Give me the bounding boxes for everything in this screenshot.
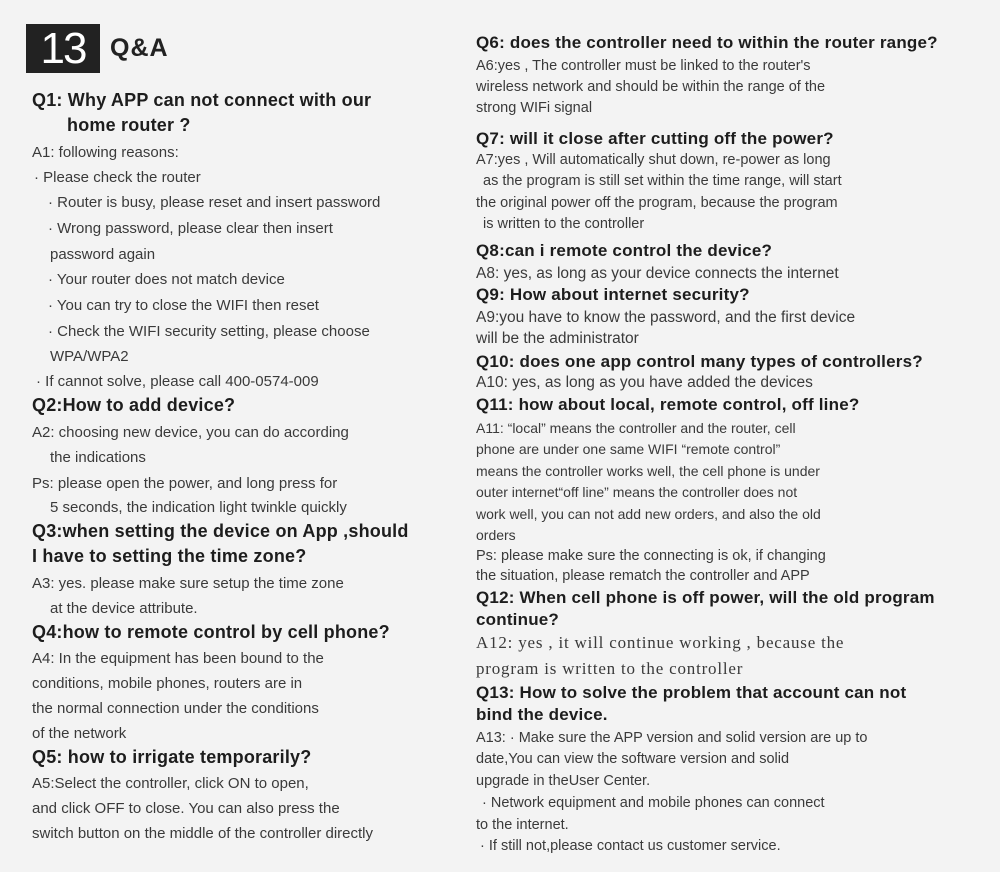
answer-line: upgrade in theUser Center.	[476, 773, 651, 790]
answer-line: · Please check the router	[34, 168, 201, 186]
question-line: Q11: how about local, remote control, off line?	[476, 394, 860, 414]
answer-line: A4: In the equipment has been bound to the	[32, 649, 324, 667]
question-line: bind the device.	[476, 704, 608, 724]
answer-line: · Wrong password, please clear then insert	[48, 219, 333, 237]
answer-line: · You can try to close the WIFI then reset	[48, 296, 319, 314]
question-line: Q5: how to irrigate temporarily?	[32, 746, 312, 767]
answer-line: wireless network and should be within the range of the	[476, 79, 826, 96]
answer-line: A2: choosing new device, you can do according	[32, 423, 349, 441]
answer-line: Ps: please make sure the connecting is ok, if changing	[476, 548, 826, 565]
answer-line: date,You can view the software version and solid	[476, 751, 790, 768]
answer-line: outer internet“off line” means the controller does not	[476, 483, 798, 500]
answer-line: the indications	[50, 448, 146, 466]
answer-line: conditions, mobile phones, routers are in	[32, 674, 303, 692]
question-line: I have to setting the time zone?	[32, 545, 307, 566]
answer-line: as the program is still set within the time range, will start	[483, 173, 842, 190]
answer-line: A12: yes , it will continue working , because the	[476, 632, 845, 652]
question-line: Q8:can i remote control the device?	[476, 240, 773, 260]
answer-line: A13: · Make sure the APP version and solid version are up to	[476, 730, 868, 747]
answer-line: phone are under one same WIFI “remote control”	[476, 440, 781, 457]
answer-line: to the internet.	[476, 817, 569, 834]
answer-line: A11: “local” means the controller and the router, cell	[476, 419, 796, 436]
question-line: Q1: Why APP can not connect with our	[32, 89, 372, 110]
answer-line: and click OFF to close. You can also press the	[32, 799, 340, 817]
answer-line: A8: yes, as long as your device connects the internet	[476, 265, 839, 283]
question-line: Q3:when setting the device on App ,should	[32, 520, 409, 541]
answer-line: · Check the WIFI security setting, please choose	[48, 322, 370, 340]
question-line: Q4:how to remote control by cell phone?	[32, 621, 390, 642]
answer-line: · Your router does not match device	[48, 270, 285, 288]
question-line: continue?	[476, 609, 560, 629]
answer-line: A9:you have to know the password, and the first device	[476, 309, 856, 327]
answer-line: the original power off the program, because the program	[476, 195, 838, 212]
answer-line: A1: following reasons:	[32, 143, 179, 161]
question-line: Q6: does the controller need to within the router range?	[476, 32, 938, 52]
question-line: Q13: How to solve the problem that account can not	[476, 682, 907, 702]
section-title: Q&A	[110, 34, 169, 62]
question-line: Q2:How to add device?	[32, 394, 236, 415]
question-line: Q7: will it close after cutting off the power?	[476, 128, 834, 148]
answer-line: A5:Select the controller, click ON to open,	[32, 774, 309, 792]
answer-line: at the device attribute.	[50, 599, 198, 617]
answer-line: Ps: please open the power, and long press for	[32, 474, 338, 492]
answer-line: WPA/WPA2	[50, 347, 129, 365]
answer-line: · If still not,please contact us customer service.	[480, 838, 781, 855]
answer-line: A7:yes , Will automatically shut down, re-power as long	[476, 152, 831, 169]
question-line: Q10: does one app control many types of controllers?	[476, 351, 923, 371]
answer-line: · Network equipment and mobile phones can connect	[482, 795, 825, 812]
answer-line: · If cannot solve, please call 400-0574-009	[36, 372, 319, 390]
answer-line: of the network	[32, 724, 127, 742]
question-line: Q12: When cell phone is off power, will the old program	[476, 587, 935, 607]
answer-line: means the controller works well, the cell phone is under	[476, 462, 820, 479]
answer-line: A3: yes. please make sure setup the time zone	[32, 574, 344, 592]
answer-line: strong WIFi signal	[476, 100, 593, 117]
answer-line: · Router is busy, please reset and insert password	[48, 193, 381, 211]
answer-line: will be the administrator	[476, 330, 639, 348]
answer-line: program is written to the controller	[476, 658, 744, 678]
answer-line: switch button on the middle of the controller directly	[32, 824, 374, 842]
answer-line: password again	[50, 245, 156, 263]
answer-line: 5 seconds, the indication light twinkle quickly	[50, 498, 347, 516]
answer-line: the normal connection under the conditions	[32, 699, 319, 717]
answer-line: the situation, please rematch the controller and APP	[476, 568, 810, 585]
question-line: home router ?	[67, 114, 191, 135]
answer-line: A6:yes , The controller must be linked to the router's	[476, 58, 811, 75]
answer-line: work well, you can not add new orders, and also the old	[476, 505, 821, 522]
section-number: 13	[26, 24, 100, 73]
answer-line: orders	[476, 526, 516, 543]
section-header	[26, 24, 169, 73]
answer-line: A10: yes, as long as you have added the devices	[476, 374, 813, 392]
answer-line: is written to the controller	[483, 216, 645, 233]
question-line: Q9: How about internet security?	[476, 284, 750, 304]
